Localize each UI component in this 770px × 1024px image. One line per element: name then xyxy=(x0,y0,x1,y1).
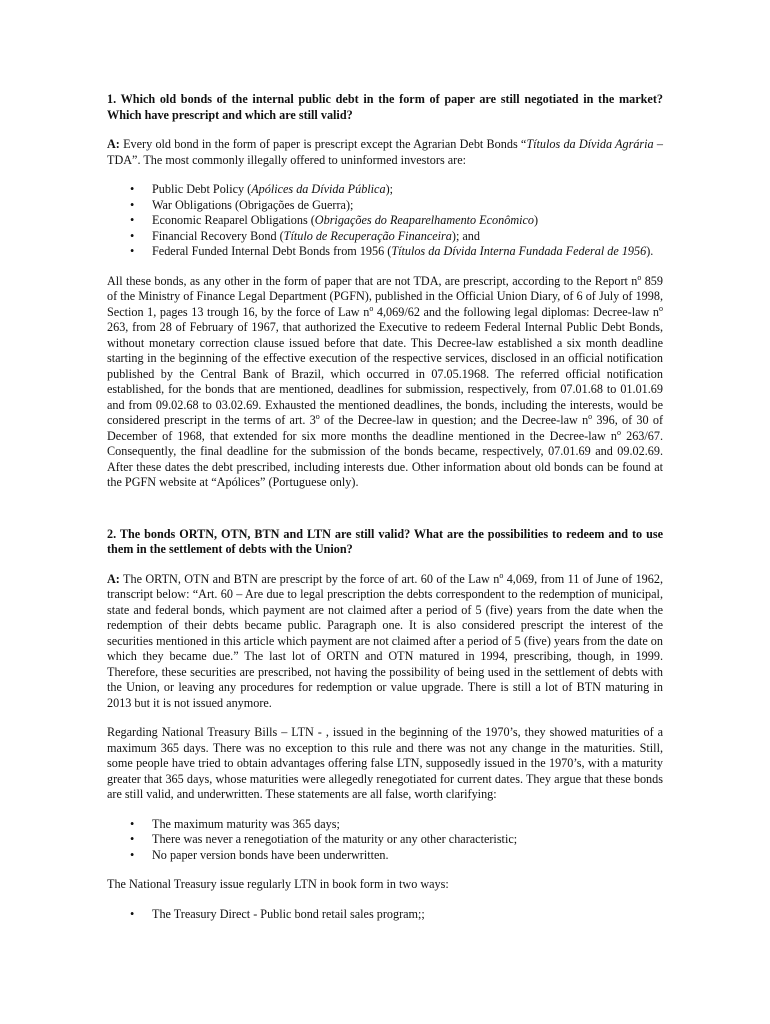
list-item: • The Treasury Direct - Public bond retail sales program;; xyxy=(130,906,425,921)
list-item: • War Obligations (Obrigações de Guerra); xyxy=(130,197,354,212)
answer-label: A: xyxy=(107,137,120,151)
list-item: • There was never a renegotiation of the maturity or any other characteristic; xyxy=(130,832,518,846)
issue-forms-list xyxy=(107,907,663,923)
bullet-icon: • xyxy=(130,197,135,212)
bullet-icon: • xyxy=(130,182,135,196)
section-spacer xyxy=(107,505,663,527)
list-item: • No paper version bonds have been underwritten. xyxy=(130,847,389,862)
list-item: • Public Debt Policy (Apólices da Dívida Pública); xyxy=(130,182,394,196)
bullet-icon: • xyxy=(130,906,135,921)
bullet-icon: • xyxy=(130,816,135,831)
answer-label: A: xyxy=(107,571,120,586)
bullet-icon: • xyxy=(130,832,135,846)
answer-1-intro: A: Every old bond in the form of paper is prescript except the Agrarian Debt Bonds “Títulos da Dívida Agrária – TDA”. The most commonly illegally offered to uninformed investors are: xyxy=(107,137,663,167)
list-item: • The maximum maturity was 365 days; xyxy=(130,816,340,831)
ltn-paragraph: Regarding National Treasury Bills – LTN - , issued in the beginning of the 1970’s, they showed maturities of a maximum 365 days. There was no exception to this rule and there was not any change in the maturities. Still, some people have tried to obtain advantages offering false LTN, supposedly issued in the 1970’s, with a maturity greater that 365 days, whose maturities were allegedly renegotiated for current dates. They argue that these bonds are still valid, and underwritten. These statements are all false, worth clarifying: xyxy=(107,725,663,801)
bullet-icon: • xyxy=(130,847,135,862)
bond-list xyxy=(107,182,663,260)
bullet-icon: • xyxy=(130,213,135,227)
bullet-icon: • xyxy=(130,228,135,243)
answer-2-body: A: The ORTN, OTN and BTN are prescript by the force of art. 60 of the Law $n^o$ 4,069, from 11 of June of 1962, transcript below: “Art. 60 – Are due to legal prescription the debts correspondent to the redemption of municipal, state and federal bonds, which payment are not claimed after a period of 5 (five) years from the date when the redemption of their debts became public. Paragraph one. It is also considered prescript the interest of the securities mentioned in this article which payment are not claimed after a period of 5 (five) years from the date on which they became due.” The last lot of ORTN and OTN matured in 1994, prescribing, though, in 1999. Therefore, these securities are prescribed, not having the possibility of being used in the settlement of debts with the Union, or leaving any procedures for redemption or value upgrade. There is still a lot of BTN maturing in 2013 but it is not issued anymore. xyxy=(107,570,663,710)
clarification-list xyxy=(107,817,663,864)
answer-1-body: All these bonds, as any other in the form of paper that are not TDA, are prescript, according to the Report $n^o$ 859 of the Ministry of Finance Legal Department (PGFN), published in the Official Union Diary, of 6 of July of 1998, Section 1, pages 13 trough 16, by the force of Law $n^o$ 4,069/62 and the following legal diplomas: Decree-law $n^o$ 263, from 28 of February of 1967, that authorized the Executive to redeem Federal Internal Public Debt Bonds, without monetary correction clause issued before that date. This Decree-law established a six month deadline starting in the beginning of the effective execution of the respective services, disclosed in an official notification published by the Central Bank of Brazil, which occurred in 07.05.1968. The referred official notification established, for the bonds that are mentioned, deadlines for submission, respectively, from 07.01.68 to 01.01.69 and from 09.02.68 to 03.02.69. Exhausted the mentioned deadlines, the bonds, including the interests, would be considered prescript in the terms of art. 3$^o$ of the Decree-law in question; and the Decree-law $n^o$ 396, of 30 of December of 1968, that extended for six more months the deadline mentioned in the Decree-law $n^o$ 263/67. Consequently, the final deadline for the submission of the bonds became, respectively, 07.01.69 and 09.02.69. After these dates the debt prescribed, including interests due. Other information about old bonds can be found at the PGFN website at “Apólices” (Portuguese only). xyxy=(107,272,664,489)
list-item: • Federal Funded Internal Debt Bonds from 1956 (Títulos da Dívida Interna Fundada Federal de 1956). xyxy=(130,244,654,258)
question-2-heading: 2. The bonds ORTN, OTN, BTN and LTN are still valid? What are the possibilities to redeem and to use them in the settlement of debts with the Union? xyxy=(107,526,663,556)
question-1-heading: 1. Which old bonds of the internal public debt in the form of paper are still negotiated in the market? Which have prescript and which are still valid? xyxy=(107,92,663,122)
bullet-icon: • xyxy=(130,244,135,258)
list-item: • Financial Recovery Bond (Título de Recuperação Financeira); and xyxy=(130,228,480,243)
list-item: • Economic Reaparel Obligations (Obrigações do Reaparelhamento Econômico) xyxy=(130,213,539,227)
issue-paragraph: The National Treasury issue regularly LTN in book form in two ways: xyxy=(107,877,449,891)
